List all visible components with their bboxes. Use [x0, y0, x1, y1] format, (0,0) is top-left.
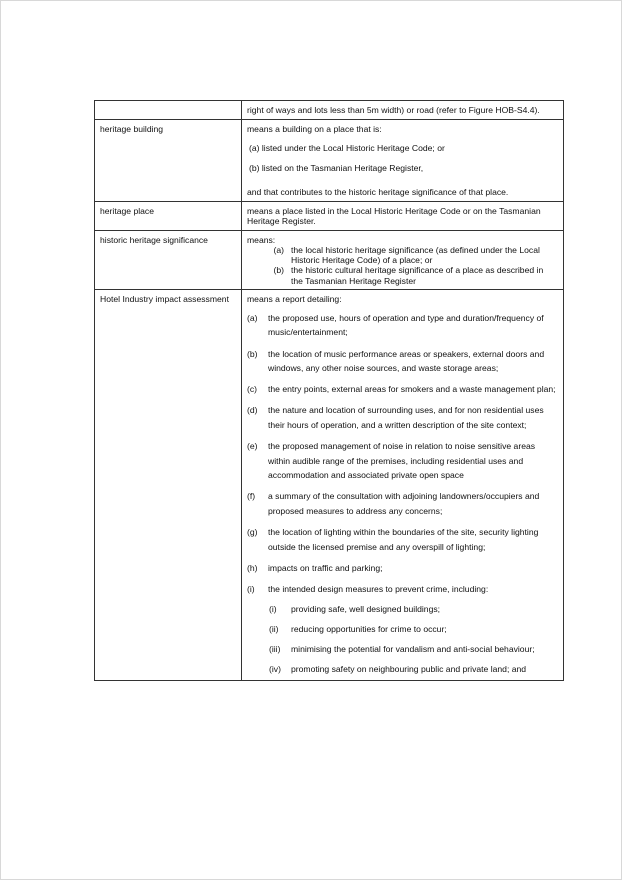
- list-item: [247, 347, 557, 376]
- definition-intro: means a report detailing:: [247, 293, 342, 304]
- sub-list-item-label: (ii): [269, 623, 279, 634]
- list-item-text: the proposed use, hours of operation and type and duration/frequency of music/entertainment;: [268, 312, 544, 338]
- definition-list: [247, 245, 557, 286]
- list-item-text: the historic cultural heritage significance of a place as described in the Tasmanian Heritage Register: [291, 265, 544, 286]
- list-item-label: (g): [247, 526, 258, 537]
- list-item-text: the intended design measures to prevent crime, including:: [268, 583, 489, 594]
- list-item-label: (i): [247, 583, 255, 594]
- definition-text: means a place listed in the Local Historic Heritage Code or on the Tasmanian Heritage Register.: [247, 205, 541, 226]
- list-item-text: the entry points, external areas for smokers and a waste management plan;: [268, 384, 556, 395]
- sub-list-item-label: (iii): [269, 644, 281, 654]
- list-item: [247, 439, 557, 483]
- list-item-label: (b): [273, 265, 284, 276]
- list-item-label: (b): [247, 348, 258, 359]
- table-row: [95, 230, 564, 289]
- list-item-text: the nature and location of surrounding uses, and for non residential uses their hours of operation, and a written description of the site context;: [268, 405, 544, 430]
- term-cell: heritage place: [95, 201, 242, 230]
- list-item: [247, 311, 557, 340]
- list-item-text: the location of lighting within the boundaries of the site, security lighting outside the licensed premise and any overspill of lighting;: [268, 526, 539, 552]
- list-item-label: (h): [247, 562, 258, 573]
- definition-cell: [242, 289, 564, 680]
- sub-list-item-text: minimising the potential for vandalism and anti-social behaviour;: [291, 644, 535, 654]
- list-item-text: the proposed management of noise in relation to noise sensitive areas within audible range of the premises, including residential uses and accommodation and associated private open space: [268, 440, 536, 481]
- definition-text: right of ways and lots less than 5m width) or road (refer to Figure HOB-S4.4).: [247, 105, 540, 115]
- list-item-text: the location of music performance areas or speakers, external doors and windows, any other noise sources, and waste storage areas;: [268, 348, 545, 374]
- definition-intro: means a building on a place that is:: [247, 123, 382, 134]
- table-row: [95, 289, 564, 680]
- sub-list-item: [247, 602, 557, 617]
- sub-list-item-text: promoting safety on neighbouring public and private land; and: [291, 664, 527, 675]
- list-item-label: (a): [247, 312, 258, 323]
- table-row: [95, 119, 564, 201]
- table-row: [95, 201, 564, 230]
- sub-list-item-text: reducing opportunities for crime to occur;: [291, 623, 447, 634]
- definition-item: (b) listed on the Tasmanian Heritage Register,: [249, 162, 424, 173]
- list-item-text: the local historic heritage significance (as defined under the Local Historic Heritage Code) of a place; or: [291, 245, 540, 266]
- term-cell: [95, 101, 242, 120]
- list-item: [247, 382, 557, 397]
- list-item-label: (a): [273, 245, 284, 255]
- definition-list: [247, 311, 557, 597]
- sub-list: [247, 602, 557, 677]
- definition-item: (a) listed under the Local Historic Heritage Code; or: [249, 143, 445, 153]
- definition-cell: [242, 201, 564, 230]
- list-item: [247, 489, 557, 518]
- sub-list-item-label: (iv): [269, 664, 281, 675]
- list-item: [247, 245, 557, 265]
- list-item: [247, 265, 557, 285]
- definition-closing: and that contributes to the historic heritage significance of that place.: [247, 187, 509, 197]
- list-item: [247, 561, 557, 576]
- definition-cell: [242, 101, 564, 120]
- list-item: [247, 525, 557, 554]
- definition-cell: [242, 230, 564, 289]
- list-item-label: (d): [247, 405, 258, 416]
- term-cell: Hotel Industry impact assessment: [95, 289, 242, 680]
- sub-list-item: [247, 662, 557, 677]
- list-item-label: (c): [247, 384, 258, 395]
- list-item: [247, 403, 557, 432]
- term-cell: historic heritage significance: [95, 230, 242, 289]
- definition-cell: [242, 119, 564, 201]
- table-row: [95, 101, 564, 120]
- term-cell: heritage building: [95, 119, 242, 201]
- definition-intro: means:: [247, 234, 276, 245]
- list-item-text: a summary of the consultation with adjoining landowners/occupiers and proposed measures to address any concerns;: [268, 491, 540, 516]
- list-item-label: (f): [247, 491, 256, 502]
- sub-list-item-text: providing safe, well designed buildings;: [291, 603, 441, 614]
- sub-list-item: [247, 622, 557, 637]
- list-item-label: (e): [247, 440, 258, 451]
- list-item: [247, 582, 557, 597]
- sub-list-item-label: (i): [269, 603, 277, 614]
- definitions-table: [94, 100, 564, 681]
- list-item-text: impacts on traffic and parking;: [268, 562, 383, 573]
- sub-list-item: [247, 642, 557, 657]
